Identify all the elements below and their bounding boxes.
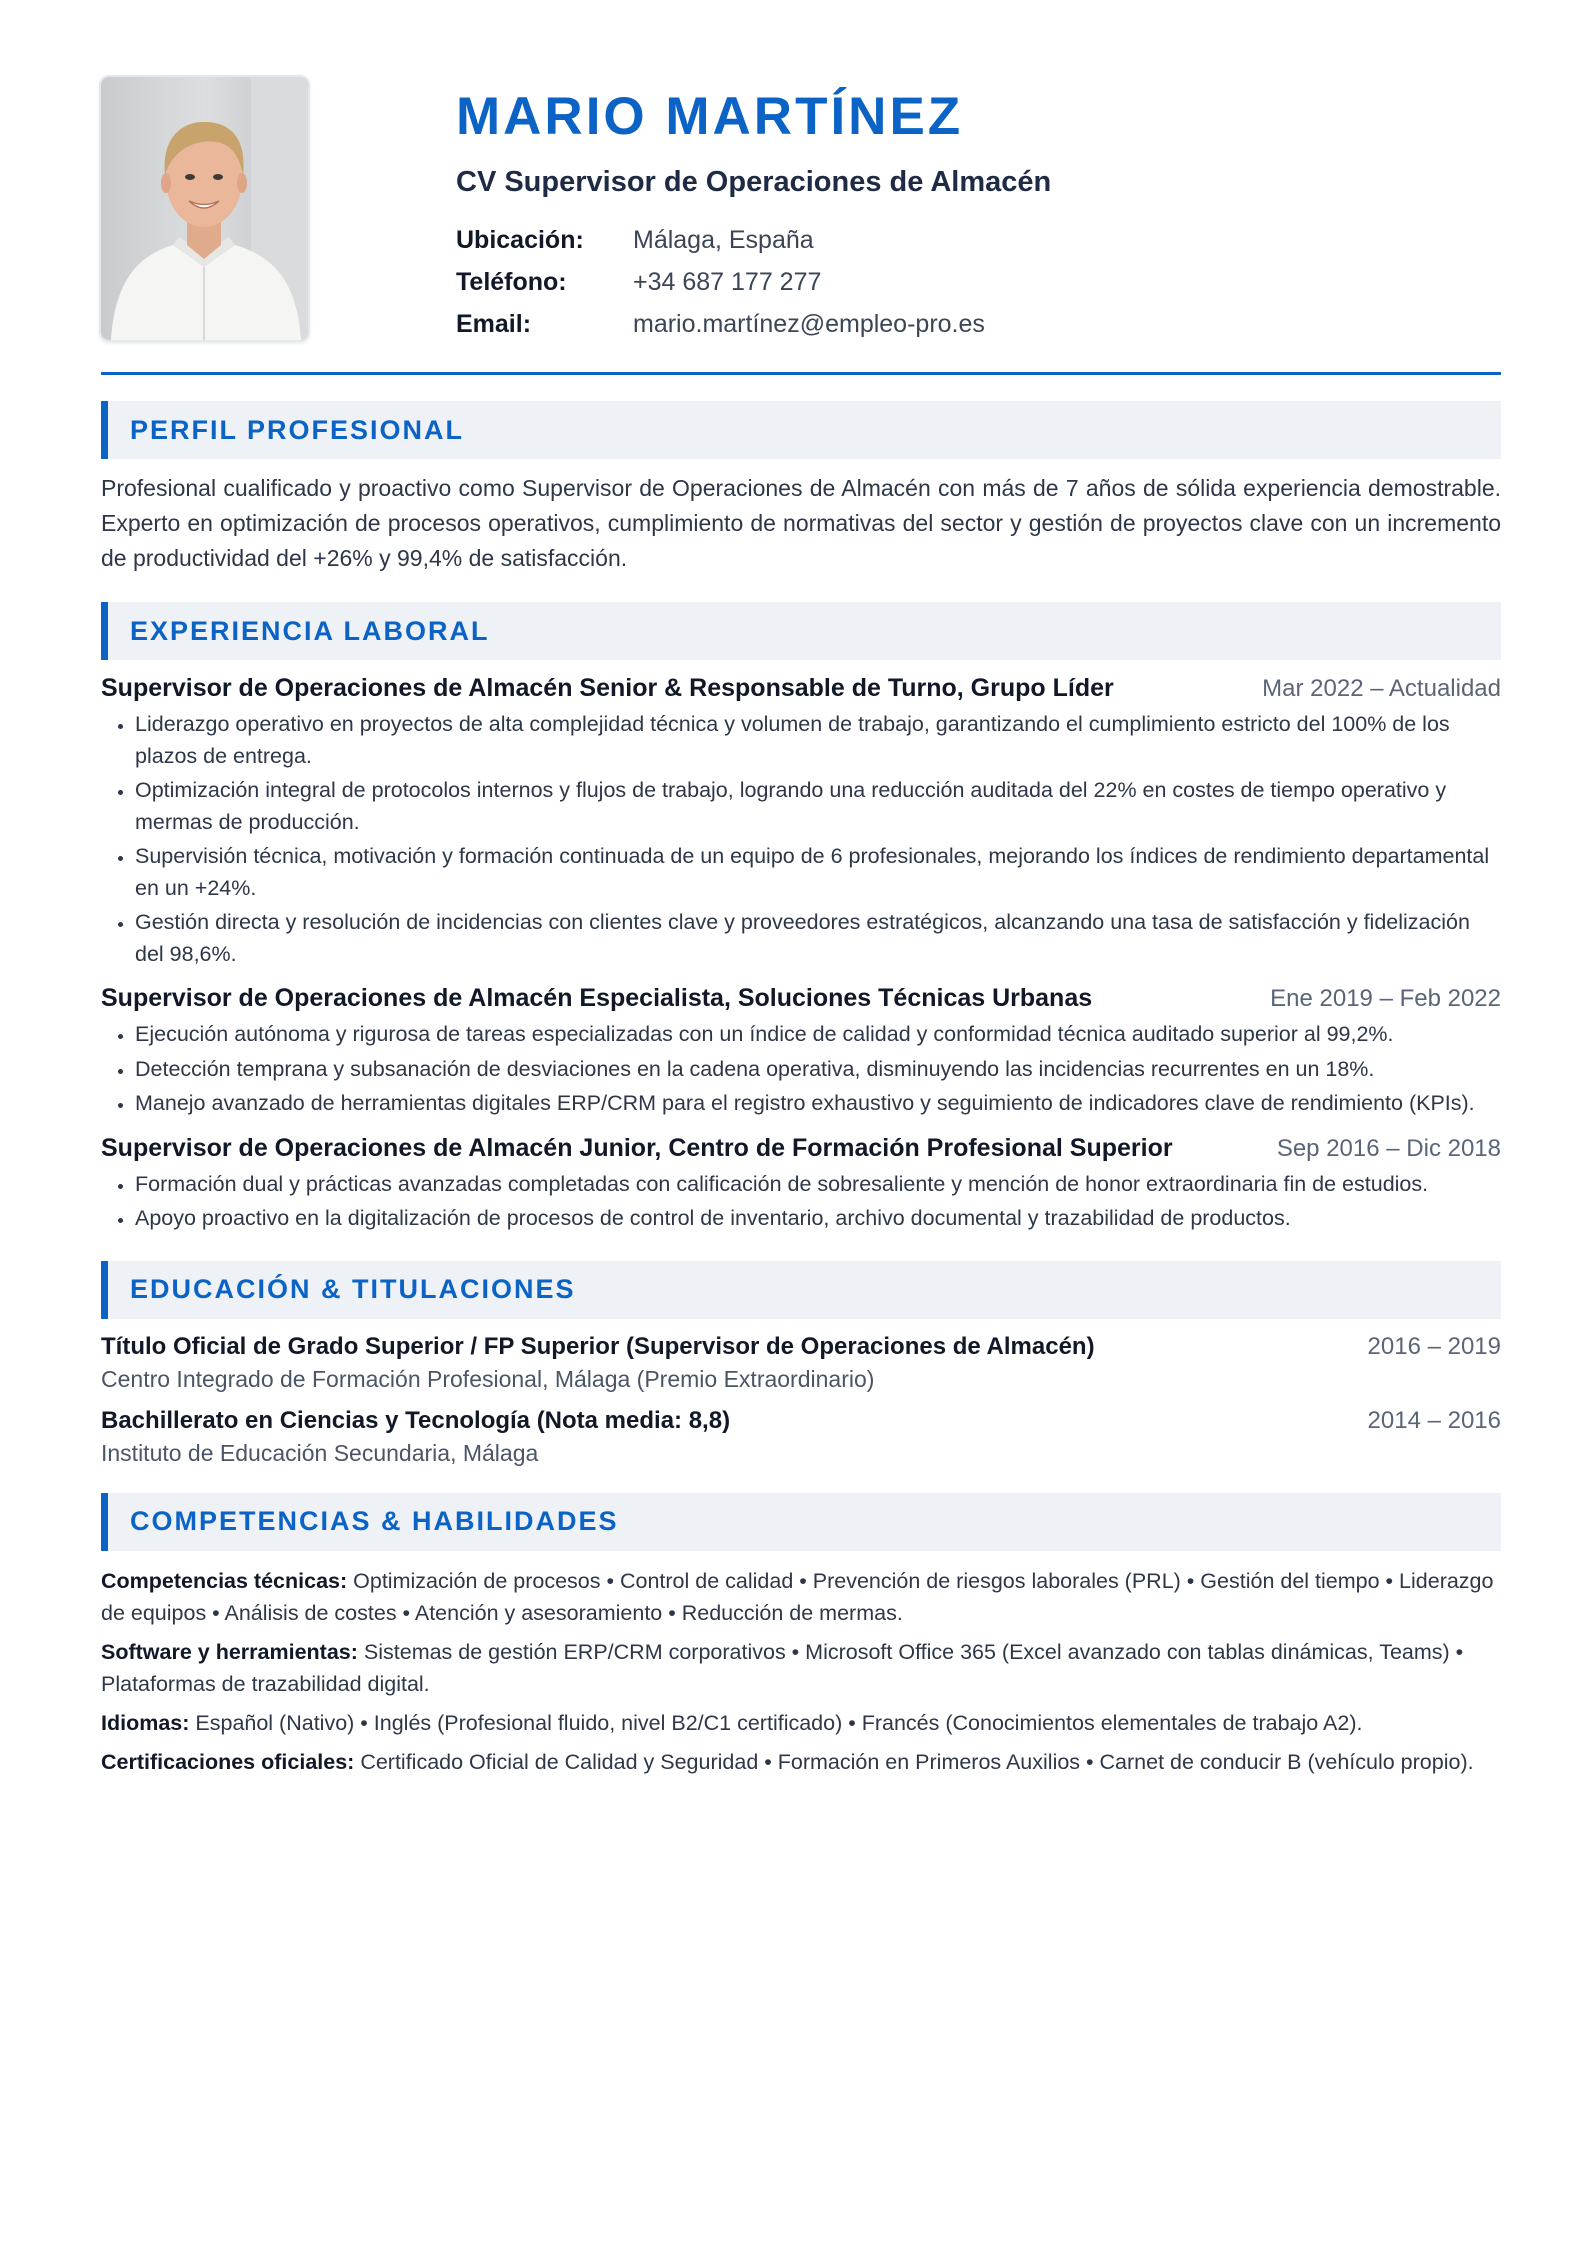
section-title: EDUCACIÓN & TITULACIONES — [130, 1274, 576, 1304]
job-date: Mar 2022 – Actualidad — [1262, 675, 1501, 702]
skill-label: Competencias técnicas: — [101, 1568, 348, 1593]
contact-phone — [456, 261, 1051, 303]
cv-subtitle: CV Supervisor de Operaciones de Almacén — [456, 166, 1052, 198]
job-bullet: • Supervisión técnica, motivación y formación continuada de un equipo de 6 profesionales, mejorando los índices de rendimiento departamental en un +24%. — [135, 841, 1501, 904]
contact-label: Teléfono: — [456, 268, 567, 296]
degree-date: 2016 – 2019 — [1367, 1332, 1501, 1360]
job-bullet: • Optimización integral de protocolos internos y flujos de trabajo, logrando una reducción auditada del 22% en costes de tiempo operativo y mermas de producción. — [135, 775, 1501, 838]
resume-page — [101, 77, 1501, 1785]
job-bullet: • Gestión directa y resolución de incidencias con clientes clave y proveedores estratégicos, alcanzando una tasa de satisfacción y fidelización del 98,6%. — [135, 907, 1501, 970]
job-bullet: • Manejo avanzado de herramientas digitales ERP/CRM para el registro exhaustivo y seguimiento de indicadores clave de rendimiento (KPIs). — [135, 1088, 1501, 1120]
degree-title: Bachillerato en Ciencias y Tecnología (Nota media: 8,8) — [101, 1406, 731, 1434]
section-header-profile — [101, 401, 1501, 459]
degree-title: Título Oficial de Grado Superior / FP Superior (Supervisor de Operaciones de Almacén) — [101, 1332, 1095, 1360]
skill-line — [101, 1746, 1501, 1778]
section-title: PERFIL PROFESIONAL — [130, 414, 465, 445]
job-entry — [101, 1134, 1501, 1235]
job-bullet: • Formación dual y prácticas avanzadas completadas con calificación de sobresaliente y mención de honor extraordinaria fin de estudios. — [135, 1169, 1501, 1201]
header-info — [456, 77, 1051, 345]
job-bullet: • Ejecución autónoma y rigurosa de tareas especializadas con un índice de calidad y conformidad técnica auditado superior al 99,2%. — [135, 1019, 1501, 1051]
resume-header — [101, 77, 1501, 345]
header-divider — [101, 372, 1501, 375]
job-title: Supervisor de Operaciones de Almacén Junior, Centro de Formación Profesional Superior — [101, 1133, 1173, 1162]
skill-text: Certificado Oficial de Calidad y Seguridad • Formación en Primeros Auxilios • Carnet de conducir B (vehículo propio). — [360, 1749, 1474, 1774]
contact-value: +34 687 177 277 — [633, 268, 822, 296]
job-bullets — [101, 1169, 1501, 1235]
contact-value: Málaga, España — [633, 226, 814, 254]
skill-line — [101, 1565, 1501, 1629]
skill-label: Idiomas: — [101, 1710, 190, 1735]
section-title: COMPETENCIAS & HABILIDADES — [130, 1506, 619, 1536]
job-bullet: • Liderazgo operativo en proyectos de alta complejidad técnica y volumen de trabajo, garantizando el cumplimiento estricto del 100% de los plazos de entrega. — [135, 709, 1501, 772]
email-link[interactable]: mario.martínez@empleo-pro.es — [633, 310, 985, 338]
contact-details — [456, 219, 1051, 345]
section-header-education — [101, 1261, 1501, 1319]
school-name: Centro Integrado de Formación Profesional, Málaga (Premio Extraordinario) — [101, 1365, 875, 1392]
job-bullet: • Apoyo proactivo en la digitalización de procesos de control de inventario, archivo documental y trazabilidad de productos. — [135, 1203, 1501, 1235]
job-date: Ene 2019 – Feb 2022 — [1270, 985, 1501, 1012]
education-entry — [101, 1333, 1501, 1393]
contact-label: Ubicación: — [456, 226, 584, 254]
job-title: Supervisor de Operaciones de Almacén Especialista, Soluciones Técnicas Urbanas — [101, 984, 1093, 1012]
job-bullet: • Detección temprana y subsanación de desviaciones en la cadena operativa, disminuyendo las incidencias recurrentes en un 18%. — [135, 1054, 1501, 1086]
job-bullets — [101, 1019, 1501, 1120]
degree-date: 2014 – 2016 — [1367, 1406, 1501, 1434]
job-bullets — [101, 709, 1501, 970]
skill-line — [101, 1707, 1501, 1739]
candidate-name: MARIO MARTÍNEZ — [456, 87, 964, 146]
job-entry — [101, 674, 1501, 970]
profile-photo — [101, 77, 308, 340]
contact-label: Email: — [456, 310, 532, 338]
section-header-experience — [101, 602, 1501, 660]
section-title: EXPERIENCIA LABORAL — [130, 615, 490, 646]
skill-line — [101, 1636, 1501, 1700]
contact-email — [456, 303, 1051, 345]
skill-text: Sistemas de gestión ERP/CRM corporativos • Microsoft Office 365 (Excel avanzado con tablas dinámicas, Teams) • Plataformas de trazabilidad digital. — [101, 1639, 1464, 1696]
skills-list — [101, 1565, 1501, 1778]
school-name: Instituto de Educación Secundaria, Málaga — [101, 1439, 539, 1466]
education-entry — [101, 1407, 1501, 1467]
skill-label: Software y herramientas: — [101, 1639, 358, 1664]
profile-text: Profesional cualificado y proactivo como Supervisor de Operaciones de Almacén con más de 7 años de sólida experiencia demostrable. Experto en optimización de procesos operativos, cumplimiento de normativas del sector y gestión de proyectos clave con un incremento de productividad del +26% y 99,4% de satisfacción. — [101, 475, 1501, 571]
skill-text: Optimización de procesos • Control de calidad • Prevención de riesgos laborales (PRL) • Gestión del tiempo • Liderazgo de equipos • Análisis de costes • Atención y asesoramiento • Reducción de mermas. — [101, 1568, 1494, 1625]
skill-label: Certificaciones oficiales: — [101, 1749, 355, 1774]
skill-text: Español (Nativo) • Inglés (Profesional fluido, nivel B2/C1 certificado) • Francés (Conocimientos elementales de trabajo A2). — [195, 1710, 1363, 1735]
job-date: Sep 2016 – Dic 2018 — [1276, 1134, 1501, 1162]
section-header-skills — [101, 1493, 1501, 1551]
contact-location — [456, 219, 1051, 261]
job-entry — [101, 984, 1501, 1120]
job-title: Supervisor de Operaciones de Almacén Senior & Responsable de Turno, Grupo Líder — [101, 674, 1114, 702]
